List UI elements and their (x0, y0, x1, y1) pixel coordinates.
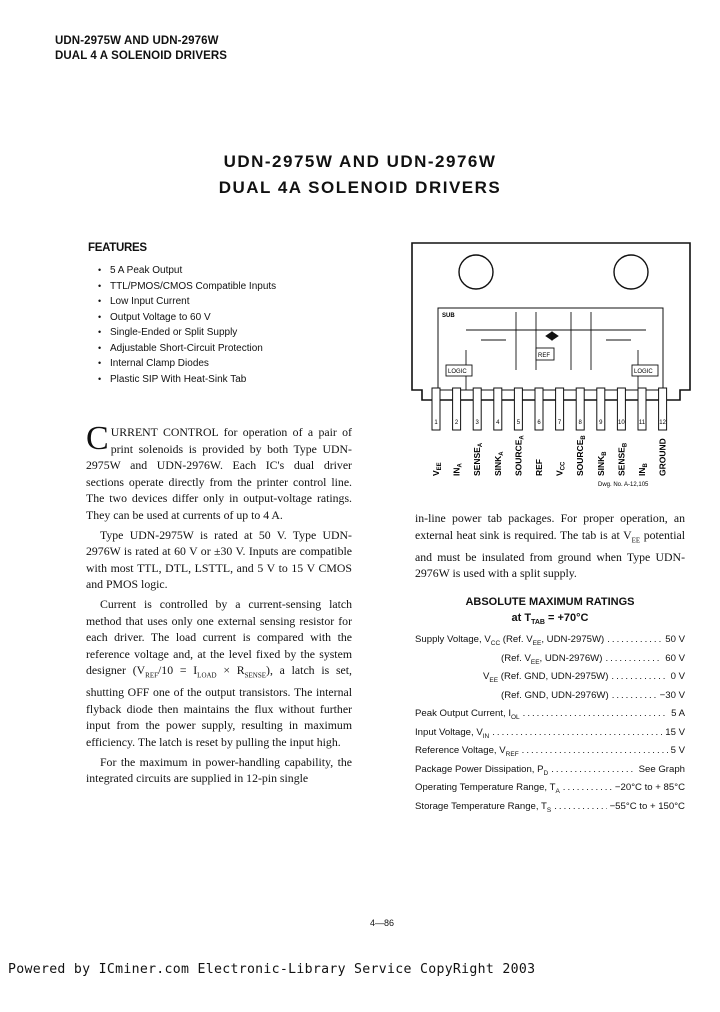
paragraph-text: in-line power tab packages. For proper operation, an external heat sink is required. The tab is at V (415, 511, 685, 542)
body-left-column (86, 420, 352, 790)
pin-group (431, 388, 668, 476)
pin-label-main: IN (637, 467, 647, 476)
pin-label (596, 451, 608, 476)
package-pinout-diagram (406, 240, 696, 490)
pin-label-sub: B (643, 463, 649, 468)
rating-value: −20°C to + 85°C (614, 782, 685, 793)
pin-label (575, 435, 587, 476)
pin-number: 2 (454, 420, 459, 426)
leader-dots (605, 652, 662, 671)
subscript: REF (145, 671, 159, 680)
leader-dots (607, 633, 662, 652)
rating-label-text: (Ref. V (501, 652, 531, 664)
pin-number: 6 (537, 420, 541, 426)
rating-label-text: Peak Output Current, I (415, 708, 511, 719)
feature-item: • Output Voltage to 60 V (98, 310, 276, 326)
pin-label-sub: EE (437, 462, 443, 471)
rating-label (415, 670, 608, 689)
body-paragraph-1 (86, 420, 352, 524)
pin-label (616, 442, 628, 476)
subscript: EE (532, 639, 542, 647)
pin-label-sub: B (601, 451, 608, 456)
drawing-number: Dwg. No. A-12,105 (598, 482, 649, 488)
rating-value: 50 V (665, 634, 685, 645)
rating-label-text: , UDN-2975W) (541, 634, 605, 645)
pin-label-main: SOURCE (513, 439, 524, 476)
rating-value: 60 V (665, 652, 685, 664)
pin-label (431, 462, 443, 476)
leader-dots (563, 781, 612, 800)
pin-label-sub: CC (560, 461, 567, 471)
subscript: EE (631, 535, 641, 544)
rating-label (415, 707, 520, 726)
rating-label-text: (Ref. GND, UDN-2975W) (498, 671, 609, 682)
leader-dots (612, 689, 657, 708)
pin-label (452, 463, 464, 477)
rating-value: −55°C to + 150°C (609, 800, 685, 812)
body-paragraph-3 (86, 596, 352, 751)
rating-row (415, 689, 685, 708)
pin-label (637, 463, 649, 477)
pin-label-main: GROUND (657, 438, 668, 476)
pin-number: 9 (599, 420, 603, 426)
rating-label-text: Package Power Dissipation, P (415, 763, 544, 775)
paragraph-text: ), a latch is set, shutting OFF one of the output transistors. The internal flyback diode then maintains the flux without further input from the power supply, resulting in maximum efficiency. The latch is reset by pulling the input high. (86, 663, 352, 750)
pin-label-main: REF (534, 459, 544, 476)
page-title-line1: UDN-2975W AND UDN-2976W (223, 152, 497, 171)
leader-dots (611, 670, 667, 689)
drop-cap: C (86, 420, 109, 457)
substrate-label: SUB (442, 313, 455, 319)
running-header-line2: DUAL 4 A SOLENOID DRIVERS (55, 50, 228, 62)
rating-row (415, 800, 685, 819)
body-paragraph-5 (415, 510, 685, 582)
footer-copyright: Powered by ICminer.com Electronic-Library Service CopyRight 2003 (8, 962, 536, 977)
pin-label (534, 459, 544, 476)
body-right-column (415, 510, 685, 585)
rating-label-text: (Ref. GND, UDN-2976W) (501, 689, 609, 701)
features-heading: FEATURES (88, 242, 147, 254)
rating-label-text: V (483, 671, 490, 682)
rating-label (415, 763, 548, 782)
subscript: OL (510, 713, 520, 721)
feature-item: • Plastic SIP With Heat-Sink Tab (98, 372, 276, 388)
pin-label-sub: A (519, 435, 526, 440)
pin-label-sub: A (478, 442, 485, 448)
rating-label-text: Supply Voltage, V (415, 634, 491, 645)
rating-label-text: Storage Temperature Range, T (415, 800, 547, 812)
pin-label (555, 461, 567, 476)
rating-row (415, 707, 685, 726)
body-paragraph-2: Type UDN-2975W is rated at 50 V. Type UDN-2976W is rated at 60 V or ±30 V. Inputs are compatible with most TTL, DTL, LSTTL, and 5 V to 15 V CMOS and PMOS logic. (86, 527, 352, 592)
pin-label-main: V (554, 470, 565, 476)
leader-dots (554, 800, 606, 819)
rating-value: −30 V (659, 689, 685, 701)
ratings-subheading-text: at T (511, 612, 532, 624)
pin-label-sub: A (498, 451, 505, 456)
mounting-hole-right (614, 255, 648, 289)
leader-dots (492, 726, 662, 745)
rating-row (415, 633, 685, 652)
subscript: EE (489, 676, 499, 684)
pin-label (493, 451, 505, 476)
rating-value: 15 V (665, 726, 685, 738)
pin-label-main: SINK (595, 455, 606, 476)
feature-item: • Single-Ended or Split Supply (98, 325, 276, 341)
ratings-heading: ABSOLUTE MAXIMUM RATINGS (465, 596, 635, 608)
pin-label-main: SOURCE (575, 439, 586, 476)
feature-item: • Adjustable Short-Circuit Protection (98, 341, 276, 357)
feature-item: • 5 A Peak Output (98, 263, 276, 279)
leader-dots (523, 707, 668, 726)
rating-label-text: Input Voltage, V (415, 726, 483, 738)
rating-label (415, 781, 560, 800)
rating-row (415, 652, 685, 671)
pin-number: 1 (434, 420, 438, 426)
rating-label (415, 689, 609, 708)
logic-block-a-label: LOGIC (448, 369, 467, 375)
subscript: TAB (531, 619, 545, 627)
pin-label (472, 442, 484, 476)
rating-label-text: Reference Voltage, V (415, 745, 506, 756)
subscript: LOAD (197, 671, 217, 680)
pin-number: 4 (496, 420, 500, 426)
rating-value: 5 V (670, 745, 685, 756)
pin-label (513, 435, 525, 476)
logic-block-b-label: LOGIC (634, 369, 653, 375)
body-paragraph-4: For the maximum in power-handling capability, the integrated circuits are supplied in 12-pin single (86, 754, 352, 786)
leader-dots (522, 744, 668, 763)
paragraph-text: /10 = I (158, 663, 198, 678)
leader-dots (551, 763, 635, 782)
reference-block-label: REF (538, 353, 550, 359)
pin-number: 8 (578, 420, 582, 426)
feature-item: • Internal Clamp Diodes (98, 356, 276, 372)
subscript: A (555, 787, 560, 795)
pin-number: 11 (638, 420, 646, 426)
internal-wiring (466, 312, 646, 390)
rating-label (415, 633, 604, 652)
pin-label-sub: B (622, 442, 629, 448)
rating-value: 0 V (670, 671, 685, 682)
pin-label-main: V (431, 470, 441, 476)
pin-number: 12 (659, 420, 666, 426)
rating-row (415, 744, 685, 763)
rating-label (415, 744, 519, 763)
rating-row (415, 670, 685, 689)
pin-label-sub: A (457, 463, 464, 468)
pin-label-main: SENSE (472, 447, 483, 476)
paragraph-text: × R (216, 663, 245, 678)
subscript: EE (530, 658, 540, 666)
rating-value: See Graph (638, 763, 685, 775)
pin-number: 5 (516, 420, 521, 426)
subscript: REF (505, 750, 519, 758)
page-title-line2: DUAL 4A SOLENOID DRIVERS (218, 178, 502, 197)
subscript: CC (490, 639, 501, 647)
subscript: D (543, 769, 549, 777)
features-list (98, 263, 276, 387)
rating-row (415, 763, 685, 782)
pin-label-sub: B (581, 435, 588, 440)
pin-label-main: SINK (492, 455, 503, 476)
subscript: IN (482, 732, 490, 740)
pin-number: 3 (475, 420, 479, 426)
ratings-subheading-text: = +70°C (544, 612, 589, 624)
pin-number: 7 (557, 420, 562, 426)
feature-item: • Low Input Current (98, 294, 276, 310)
mounting-hole-left (459, 255, 493, 289)
pin-label-main: SENSE (616, 447, 627, 476)
rating-label-text: Operating Temperature Range, T (415, 782, 556, 793)
ratings-subheading (415, 611, 685, 630)
pin-label (658, 438, 668, 476)
package-outline (412, 243, 690, 400)
paragraph-text: potential and must be insulated from ground when Type UDN-2976W is used with a split supply. (415, 527, 685, 581)
running-header-line1: UDN-2975W AND UDN-2976W (55, 35, 219, 47)
ratings-table (415, 633, 685, 818)
page-number: 4—86 (370, 918, 395, 928)
subscript: S (546, 806, 552, 814)
rating-label (415, 726, 489, 745)
pin-label-main: IN (451, 467, 462, 476)
rating-value: 5 A (671, 708, 685, 719)
rating-label-text: (Ref. V (500, 634, 533, 645)
pin-number: 10 (618, 420, 625, 426)
subscript: SENSE (244, 671, 267, 680)
rating-label-text: , UDN-2976W) (539, 652, 603, 664)
paragraph-text: Current is controlled by a current-sensing latch method that uses only one external sensing resistor for each driver. The load current is compared with the reference voltage and, at the level fixed by the system designer (V (86, 596, 352, 678)
rating-label (415, 800, 551, 819)
rating-row (415, 726, 685, 745)
rating-row (415, 781, 685, 800)
rating-label (415, 652, 602, 671)
feature-item: • TTL/PMOS/CMOS Compatible Inputs (98, 279, 276, 295)
paragraph-text: URRENT CONTROL for operation of a pair of print solenoids is provided by both Type UDN-2975W and UDN-2976W. Each IC's dual driver sections operate directly from the printer control line. The two devices differ only in output-voltage ratings. They can be used at currents of up to 4 A. (86, 425, 352, 522)
